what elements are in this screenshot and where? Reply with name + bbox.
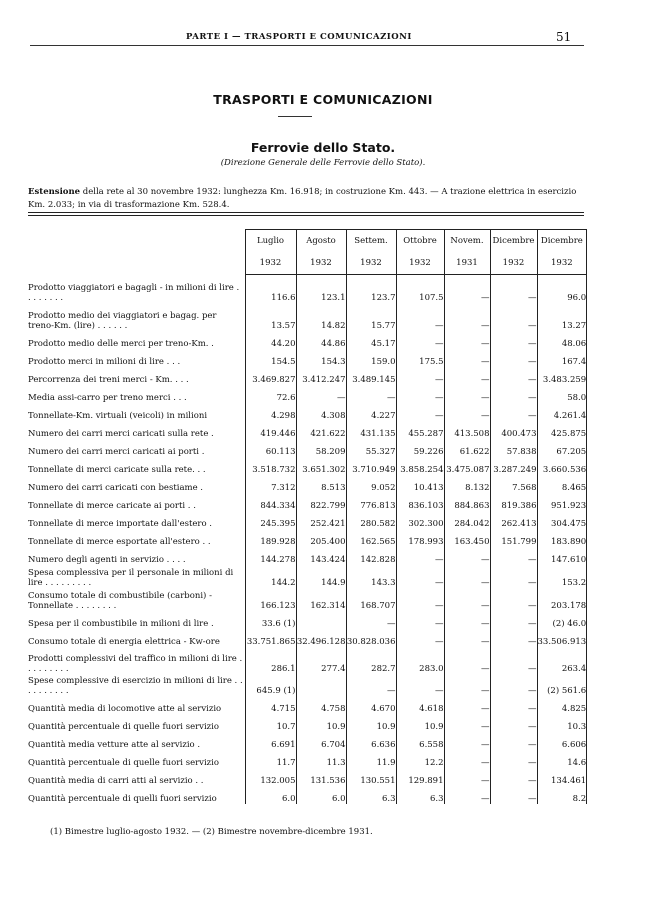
row-value: —: [490, 674, 537, 696]
row-value: 8.465: [537, 475, 587, 493]
row-value: 10.9: [346, 714, 396, 732]
row-value: 10.9: [296, 714, 346, 732]
row-value: 13.27: [537, 303, 587, 331]
subtitle: Ferrovie dello Stato.: [250, 140, 396, 155]
row-value: —: [490, 565, 537, 588]
note-lead: Estensione: [28, 187, 81, 197]
row-value: —: [444, 588, 490, 611]
row-label: Prodotto medio delle merci per treno-Km. .: [28, 338, 214, 349]
table-row: [28, 385, 587, 403]
label-column-header: [28, 230, 245, 275]
table-row: [28, 786, 587, 804]
row-value: 166.123: [245, 588, 296, 611]
row-value: —: [396, 403, 444, 421]
row-value: —: [396, 629, 444, 647]
row-value: 11.3: [296, 750, 346, 768]
row-value: 147.610: [537, 547, 587, 565]
row-value: 884.863: [444, 493, 490, 511]
table-body: [28, 275, 587, 804]
row-value: —: [444, 629, 490, 647]
row-value: 3.483.259: [537, 367, 587, 385]
row-value: 14.6: [537, 750, 587, 768]
table-row: [28, 714, 587, 732]
table-row: [28, 696, 587, 714]
row-label: Quantità percentuale di quelle fuori servizio: [28, 757, 220, 768]
row-value: 8.2: [537, 786, 587, 804]
row-value: 57.838: [490, 439, 537, 457]
source-direction: (Direzione Generale delle Ferrovie dello Stato).: [220, 158, 426, 168]
row-value: —: [490, 588, 537, 611]
table-row: [28, 367, 587, 385]
row-label: Quantità percentuale di quelle fuori servizio: [28, 721, 220, 732]
row-value: 44.20: [245, 331, 296, 349]
column-month: Ottobre: [403, 236, 437, 246]
table-row: [28, 674, 587, 696]
row-value: 33.506.913: [537, 629, 587, 647]
row-value: 12.2: [396, 750, 444, 768]
row-value: 45.17: [346, 331, 396, 349]
row-value: —: [444, 750, 490, 768]
row-label: Prodotto medio dei viaggiatori e bagag. per treno-Km. (lire) . . . . . .: [28, 310, 217, 331]
row-value: 11.7: [245, 750, 296, 768]
row-value: —: [444, 403, 490, 421]
row-value: —: [444, 768, 490, 786]
row-value: 7.568: [490, 475, 537, 493]
row-label: Media assi-carro per treno merci . . .: [28, 392, 187, 403]
row-value: —: [490, 732, 537, 750]
table-row: [28, 565, 587, 588]
column-year: 1932: [259, 258, 282, 268]
row-value: 8.132: [444, 475, 490, 493]
row-value: 277.4: [296, 647, 346, 674]
row-value: 3.858.254: [396, 457, 444, 475]
table-row: [28, 331, 587, 349]
row-value: —: [396, 611, 444, 629]
table-row: [28, 629, 587, 647]
table-row: [28, 750, 587, 768]
row-value: —: [490, 768, 537, 786]
row-value: —: [444, 674, 490, 696]
row-value: 154.5: [245, 349, 296, 367]
row-value: 263.4: [537, 647, 587, 674]
row-label: Tonnellate-Km. virtuali (veicoli) in milioni: [28, 410, 208, 421]
row-value: —: [444, 696, 490, 714]
row-value: —: [444, 786, 490, 804]
row-value: 58.0: [537, 385, 587, 403]
row-value: 123.7: [346, 275, 396, 303]
table-row: [28, 511, 587, 529]
column-header: [346, 230, 396, 275]
table-row: [28, 493, 587, 511]
table-row: [28, 611, 587, 629]
row-value: —: [444, 303, 490, 331]
row-value: 3.412.247: [296, 367, 346, 385]
row-label: Numero dei carri merci caricati sulla rete .: [28, 428, 214, 439]
row-value: 431.135: [346, 421, 396, 439]
row-value: 425.875: [537, 421, 587, 439]
row-label: Quantità media di locomotive atte al servizio: [28, 703, 222, 714]
row-value: —: [490, 367, 537, 385]
table-row: [28, 457, 587, 475]
row-value: —: [490, 385, 537, 403]
row-value: 96.0: [537, 275, 587, 303]
row-value: 400.473: [490, 421, 537, 439]
row-value: [296, 611, 346, 629]
row-value: 15.77: [346, 303, 396, 331]
row-value: —: [490, 647, 537, 674]
column-month: Dicembre: [492, 236, 535, 246]
column-year: 1931: [456, 258, 478, 268]
row-value: 151.799: [490, 529, 537, 547]
row-label: Tonnellate di merci caricate sulla rete. . .: [28, 464, 206, 475]
table-row: [28, 439, 587, 457]
row-value: —: [490, 786, 537, 804]
row-value: 6.3: [346, 786, 396, 804]
table-row: [28, 529, 587, 547]
row-value: —: [444, 647, 490, 674]
row-label: Numero degli agenti in servizio . . . .: [28, 554, 186, 565]
row-value: 6.606: [537, 732, 587, 750]
column-month: Luglio: [256, 236, 285, 246]
row-value: 203.178: [537, 588, 587, 611]
row-value: 282.7: [346, 647, 396, 674]
row-value: 144.278: [245, 547, 296, 565]
row-value: 60.113: [245, 439, 296, 457]
row-value: 776.813: [346, 493, 396, 511]
row-value: 3.469.827: [245, 367, 296, 385]
row-value: 48.06: [537, 331, 587, 349]
row-value: 153.2: [537, 565, 587, 588]
row-value: —: [490, 403, 537, 421]
table-row: [28, 403, 587, 421]
column-header: [245, 230, 296, 275]
row-label: Consumo totale di combustibile (carboni) - Tonnellate . . . . . . . .: [28, 590, 212, 611]
row-value: 3.475.087: [444, 457, 490, 475]
row-value: 4.298: [245, 403, 296, 421]
row-value: 819.386: [490, 493, 537, 511]
row-value: —: [346, 385, 396, 403]
table-row: [28, 349, 587, 367]
column-year: 1932: [310, 258, 332, 268]
row-value: —: [490, 303, 537, 331]
row-label: Spese complessive di esercizio in milioni di lire . . . . . . . . . .: [28, 675, 243, 696]
row-value: 33.6 (1): [245, 611, 296, 629]
row-value: 159.0: [346, 349, 396, 367]
network-note: [28, 186, 584, 212]
row-value: 262.413: [490, 511, 537, 529]
row-value: —: [444, 732, 490, 750]
row-value: 10.9: [396, 714, 444, 732]
row-value: 3.651.302: [296, 457, 346, 475]
row-value: 3.518.732: [245, 457, 296, 475]
row-value: —: [490, 547, 537, 565]
column-month: Settem.: [354, 236, 388, 246]
table-top-rule-2: [28, 215, 584, 216]
row-label: Tonnellate di merce caricate ai porti . .: [28, 500, 196, 511]
row-value: 10.7: [245, 714, 296, 732]
row-value: 129.891: [396, 768, 444, 786]
column-header: [396, 230, 444, 275]
row-value: —: [490, 611, 537, 629]
row-value: —: [396, 331, 444, 349]
row-value: 10.413: [396, 475, 444, 493]
table-row: [28, 421, 587, 439]
column-header: [296, 230, 346, 275]
row-label: Prodotto viaggiatori e bagagli - in milioni di lire . . . . . . . .: [28, 282, 240, 303]
row-value: 167.4: [537, 349, 587, 367]
table-row: [28, 303, 587, 331]
row-value: 413.508: [444, 421, 490, 439]
row-value: 116.6: [245, 275, 296, 303]
page-header: [0, 30, 646, 44]
note-text: della rete al 30 novembre 1932: lunghezza Km. 16.918; in costruzione Km. 443. — A trazione elettrica in esercizio Km. 2.033; in via di trasformazione Km. 528.4.: [28, 187, 577, 210]
row-value: —: [396, 565, 444, 588]
row-value: 123.1: [296, 275, 346, 303]
row-value: 134.461: [537, 768, 587, 786]
row-value: 8.513: [296, 475, 346, 493]
row-value: 4.308: [296, 403, 346, 421]
row-value: 245.395: [245, 511, 296, 529]
row-value: —: [490, 331, 537, 349]
row-value: 7.312: [245, 475, 296, 493]
row-value: —: [396, 385, 444, 403]
row-value: —: [396, 588, 444, 611]
row-value: 6.691: [245, 732, 296, 750]
row-value: (2) 561.6: [537, 674, 587, 696]
row-value: —: [490, 696, 537, 714]
row-label: Quantità media di carri atti al servizio . .: [28, 775, 204, 786]
row-value: 67.205: [537, 439, 587, 457]
column-year: 1932: [409, 258, 431, 268]
row-value: 144.9: [296, 565, 346, 588]
column-month: Novem.: [450, 236, 484, 246]
column-header: [490, 230, 537, 275]
row-value: 4.618: [396, 696, 444, 714]
row-value: 284.042: [444, 511, 490, 529]
column-month: Agosto: [306, 236, 336, 246]
row-label: Spesa per il combustibile in milioni di lire .: [28, 618, 214, 629]
row-value: —: [396, 547, 444, 565]
row-value: 183.890: [537, 529, 587, 547]
column-header: [537, 230, 587, 275]
table-row: [28, 732, 587, 750]
row-value: —: [296, 385, 346, 403]
row-value: 6.636: [346, 732, 396, 750]
table-row: [28, 475, 587, 493]
row-value: 4.758: [296, 696, 346, 714]
row-value: 3.710.949: [346, 457, 396, 475]
row-value: 252.421: [296, 511, 346, 529]
row-value: 280.582: [346, 511, 396, 529]
row-value: 72.6: [245, 385, 296, 403]
row-value: 3.287.249: [490, 457, 537, 475]
row-value: 10.3: [537, 714, 587, 732]
row-value: 61.622: [444, 439, 490, 457]
row-value: 6.0: [296, 786, 346, 804]
row-value: 32.496.128: [296, 629, 346, 647]
row-value: —: [490, 629, 537, 647]
row-label: Quantità percentuale di quelli fuori servizio: [28, 793, 217, 804]
section-title: TRASPORTI E COMUNICAZIONI: [213, 92, 433, 107]
row-value: 4.227: [346, 403, 396, 421]
row-label: Numero dei carri caricati con bestiame .: [28, 482, 204, 493]
row-value: 419.446: [245, 421, 296, 439]
row-value: —: [396, 674, 444, 696]
row-value: 162.565: [346, 529, 396, 547]
row-label: Quantità media vetture atte al servizio .: [28, 739, 201, 750]
header-rule: [30, 45, 584, 46]
row-value: 13.57: [245, 303, 296, 331]
column-year: 1932: [502, 258, 525, 268]
row-value: 645.9 (1): [245, 674, 296, 696]
row-value: —: [490, 275, 537, 303]
row-value: 951.923: [537, 493, 587, 511]
column-year: 1932: [551, 258, 573, 268]
row-value: [296, 674, 346, 696]
row-value: 302.300: [396, 511, 444, 529]
table-row: [28, 768, 587, 786]
table-row: [28, 647, 587, 674]
row-value: —: [444, 385, 490, 403]
row-label: Prodotto merci in milioni di lire . . .: [28, 356, 181, 367]
running-header: PARTE I — TRASPORTI E COMUNICAZIONI: [186, 32, 412, 42]
row-value: —: [396, 367, 444, 385]
row-value: 144.2: [245, 565, 296, 588]
row-value: 178.993: [396, 529, 444, 547]
row-label: Spesa complessiva per il personale in milioni di lire . . . . . . . . .: [28, 567, 234, 588]
page-number: 51: [556, 30, 572, 44]
row-value: —: [444, 275, 490, 303]
row-value: 6.558: [396, 732, 444, 750]
row-value: (2) 46.0: [537, 611, 587, 629]
row-value: 455.287: [396, 421, 444, 439]
row-value: 143.424: [296, 547, 346, 565]
column-month: Dicembre: [540, 236, 583, 246]
row-value: 3.660.536: [537, 457, 587, 475]
table-row: [28, 275, 587, 303]
row-value: —: [490, 714, 537, 732]
row-value: 836.103: [396, 493, 444, 511]
row-label: Prodotti complessivi del traffico in milioni di lire . . . . . . . . .: [28, 653, 243, 674]
row-label: Tonnellate di merce importate dall'estero .: [28, 518, 213, 529]
table-top-rule: [28, 212, 584, 213]
row-value: 9.052: [346, 475, 396, 493]
row-value: 132.005: [245, 768, 296, 786]
row-value: —: [444, 547, 490, 565]
row-value: 844.334: [245, 493, 296, 511]
row-value: 59.226: [396, 439, 444, 457]
row-value: 162.314: [296, 588, 346, 611]
statistics-table: [28, 229, 587, 804]
row-value: 131.536: [296, 768, 346, 786]
row-value: 130.551: [346, 768, 396, 786]
row-value: 55.327: [346, 439, 396, 457]
row-value: —: [444, 611, 490, 629]
row-value: —: [444, 714, 490, 732]
row-value: —: [346, 611, 396, 629]
row-value: 4.670: [346, 696, 396, 714]
row-value: 11.9: [346, 750, 396, 768]
row-value: —: [490, 349, 537, 367]
row-label: Percorrenza dei treni merci - Km. . . .: [28, 374, 189, 385]
row-value: 205.400: [296, 529, 346, 547]
row-value: 4.261.4: [537, 403, 587, 421]
row-value: —: [444, 349, 490, 367]
footnote: (1) Bimestre luglio-agosto 1932. — (2) Bimestre novembre-dicembre 1931.: [50, 827, 373, 837]
row-value: 4.825: [537, 696, 587, 714]
row-value: —: [444, 565, 490, 588]
row-value: 4.715: [245, 696, 296, 714]
row-value: 168.707: [346, 588, 396, 611]
row-value: 143.3: [346, 565, 396, 588]
table-header-row: [28, 230, 587, 275]
row-value: 33.751.865: [245, 629, 296, 647]
row-value: 6.704: [296, 732, 346, 750]
row-value: 3.489.145: [346, 367, 396, 385]
row-value: 142.828: [346, 547, 396, 565]
row-value: 286.1: [245, 647, 296, 674]
title-rule: [278, 116, 312, 117]
row-value: —: [490, 750, 537, 768]
row-value: —: [444, 367, 490, 385]
row-value: 14.82: [296, 303, 346, 331]
row-label: Consumo totale di energia elettrica - Kw-ore: [28, 636, 220, 647]
row-value: —: [396, 303, 444, 331]
row-value: —: [444, 331, 490, 349]
row-value: —: [346, 674, 396, 696]
row-value: 58.209: [296, 439, 346, 457]
row-value: 6.3: [396, 786, 444, 804]
row-value: 154.3: [296, 349, 346, 367]
table-row: [28, 547, 587, 565]
row-value: 421.622: [296, 421, 346, 439]
row-value: 304.475: [537, 511, 587, 529]
column-year: 1932: [360, 258, 382, 268]
row-value: 175.5: [396, 349, 444, 367]
row-value: 189.928: [245, 529, 296, 547]
row-value: 30.828.036: [346, 629, 396, 647]
row-value: 107.5: [396, 275, 444, 303]
row-value: 44.86: [296, 331, 346, 349]
row-value: 6.0: [245, 786, 296, 804]
table-row: [28, 588, 587, 611]
row-label: Numero dei carri merci caricati ai porti .: [28, 446, 205, 457]
row-value: 822.799: [296, 493, 346, 511]
row-value: 163.450: [444, 529, 490, 547]
row-label: Tonnellate di merce esportate all'estero . .: [28, 536, 211, 547]
column-header: [444, 230, 490, 275]
row-value: 283.0: [396, 647, 444, 674]
